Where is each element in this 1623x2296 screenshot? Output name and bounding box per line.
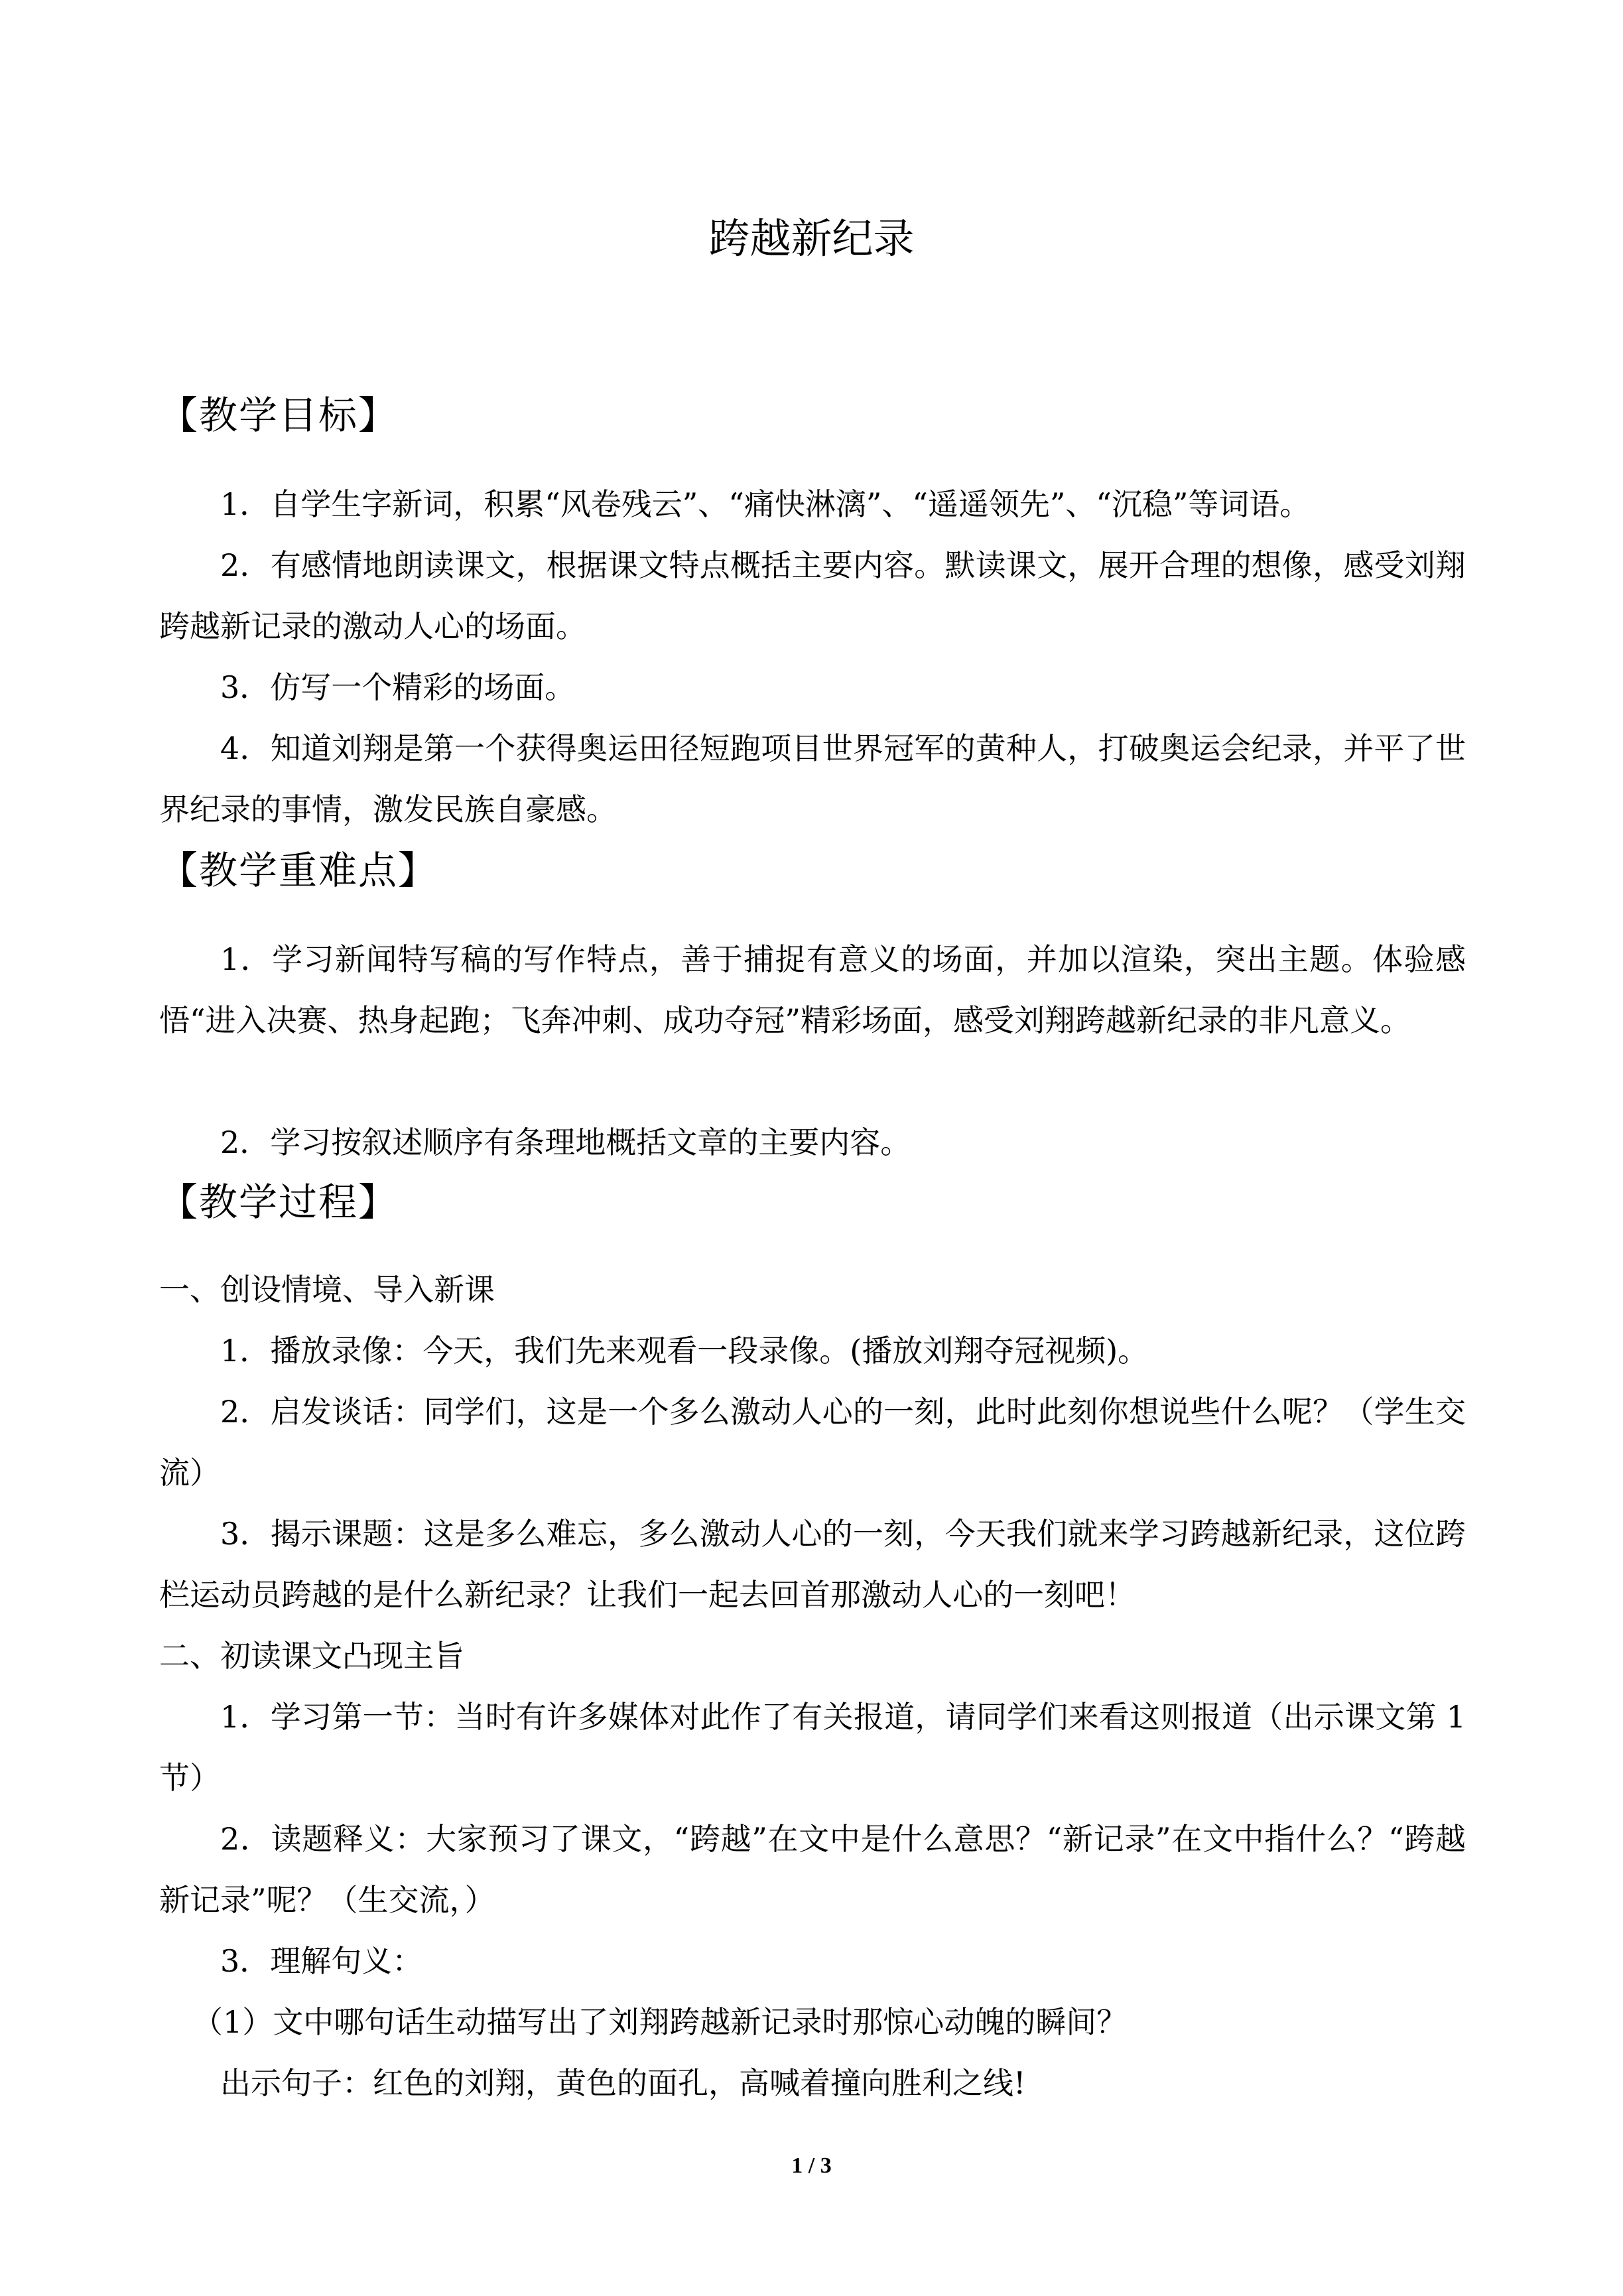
key-point-item-1: 1．学习新闻特写稿的写作特点，善于捕捉有意义的场面，并加以渲染，突出主题。体验感悟“进入决赛、热身起跑；飞奔冲刺、成功夺冠”精彩场面，感受刘翔跨越新纪录的非凡意义。 [159,941,1466,1038]
key-point-item-2: 2．学习按叙述顺序有条理地概括文章的主要内容。 [220,1124,911,1160]
process-part2-item-3: 3．理解句义： [220,1943,423,1979]
heading-process: 【教学过程】 [159,1180,399,1225]
process-sub-answer: 出示句子：红色的刘翔，黄色的面孔，高喊着撞向胜利之线! [220,2065,1026,2101]
process-part2-item-1: 1．学习第一节：当时有许多媒体对此作了有关报道，请同学们来看这则报道（出示课文第 1 节） [159,1699,1466,1796]
objective-item-1: 1．自学生字新词，积累“风卷残云”、“痛快淋漓”、“遥遥领先”、“沉稳”等词语。 [220,486,1311,522]
objective-item-4: 4．知道刘翔是第一个获得奥运田径短跑项目世界冠军的黄种人，打破奥运会纪录，并平了世界纪录的事情，激发民族自豪感。 [159,730,1466,827]
heading-objectives: 【教学目标】 [159,393,399,438]
process-part1-item-2: 2．启发谈话：同学们，这是一个多么激动人心的一刻，此时此刻你想说些什么呢？（学生交流） [159,1394,1466,1491]
document-title: 跨越新纪录 [708,214,915,263]
process-sub-question: （1）文中哪句话生动描写出了刘翔跨越新记录时那惊心动魄的瞬间？ [192,2004,1128,2040]
process-part1-item-3: 3．揭示课题：这是多么难忘，多么激动人心的一刻，今天我们就来学习跨越新纪录，这位跨栏运动员跨越的是什么新纪录？让我们一起去回首那激动人心的一刻吧！ [159,1516,1466,1613]
objective-item-2: 2．有感情地朗读课文，根据课文特点概括主要内容。默读课文，展开合理的想像，感受刘翔跨越新记录的激动人心的场面。 [159,547,1466,644]
process-part1-title: 一、创设情境、导入新课 [159,1272,495,1308]
objective-item-3: 3．仿写一个精彩的场面。 [220,669,576,705]
process-part1-item-1: 1．播放录像：今天，我们先来观看一段录像。(播放刘翔夺冠视频)。 [220,1333,1149,1369]
heading-key-points: 【教学重难点】 [159,848,438,893]
process-part2-item-2: 2．读题释义：大家预习了课文，“跨越”在文中是什么意思？“新记录”在文中指什么？“跨越新记录”呢？（生交流，） [159,1821,1466,1918]
process-part2-title: 二、初读课文凸现主旨 [159,1638,464,1674]
page-number: 1 / 3 [791,2153,832,2178]
